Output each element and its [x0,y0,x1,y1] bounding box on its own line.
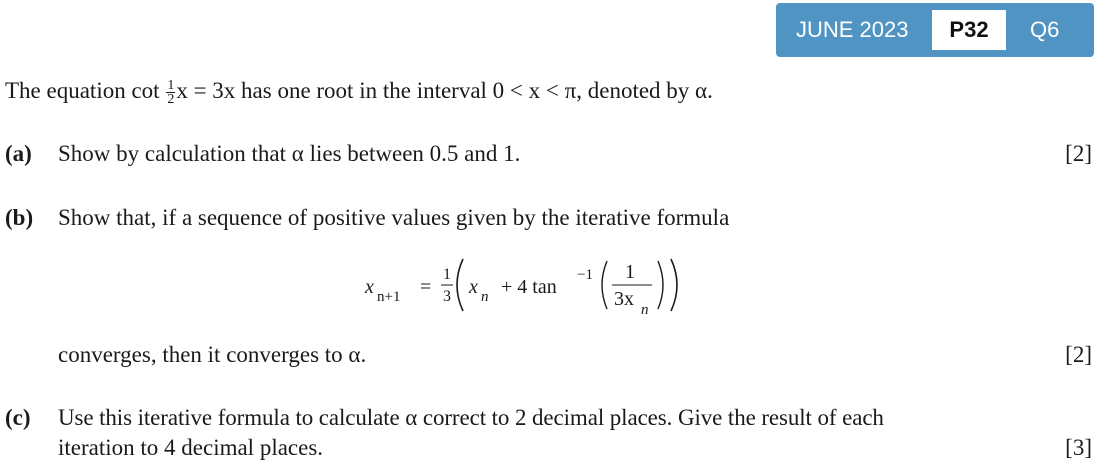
question-stem [5,77,713,106]
question-reference-badge [776,3,1094,57]
inner-left-paren [602,261,607,309]
stem-fraction-numerator: 1 [167,78,175,94]
question-number-label: Q6 [1030,17,1060,42]
part-c-line2: iteration to 4 decimal places. [58,435,324,460]
formula-coef-numerator: 1 [443,266,451,283]
stem-text-before: The equation cot [5,78,166,103]
iterative-formula [365,247,725,327]
exam-session-label: JUNE 2023 [796,17,909,42]
formula-coef-denominator: 3 [443,288,451,305]
stem-text-after: x = 3x has one root in the interval 0 < x < π, denoted by α. [176,78,713,103]
part-c-marks: [3] [1065,435,1092,460]
formula-inverse-superscript: −1 [577,267,593,283]
outer-right-paren [671,259,677,311]
formula-inner-denominator: 3x [614,288,634,310]
part-b-followup: converges, then it converges to α. [58,342,367,367]
stem-fraction-half [166,79,175,106]
formula-equals: = [420,276,432,298]
paper-code-label: P32 [932,10,1006,50]
part-c-line1: Use this iterative formula to calculate α correct to 2 decimal places. Give the result of each [58,405,884,430]
formula-xn-subscript: n [481,289,489,305]
formula-xn: x [469,276,478,298]
stem-fraction-denominator: 2 [167,92,175,108]
formula-plus-tan: + 4 tan [501,276,557,298]
part-b-text: Show that, if a sequence of positive values given by the iterative formula [58,205,730,230]
part-b-label: (b) [5,205,34,230]
part-a-text: Show by calculation that α lies between 0.5 and 1. [58,141,521,166]
outer-left-paren [457,259,463,311]
part-a-marks: [2] [1065,141,1092,166]
part-b-marks: [2] [1065,342,1092,367]
inner-right-paren [658,261,663,309]
formula-lhs-x: x [365,276,374,298]
formula-inner-numerator: 1 [625,261,635,283]
part-c-label: (c) [5,405,31,430]
formula-lhs-subscript: n+1 [377,289,401,305]
formula-inner-denominator-subscript: n [641,302,649,318]
part-a-label: (a) [5,141,32,166]
